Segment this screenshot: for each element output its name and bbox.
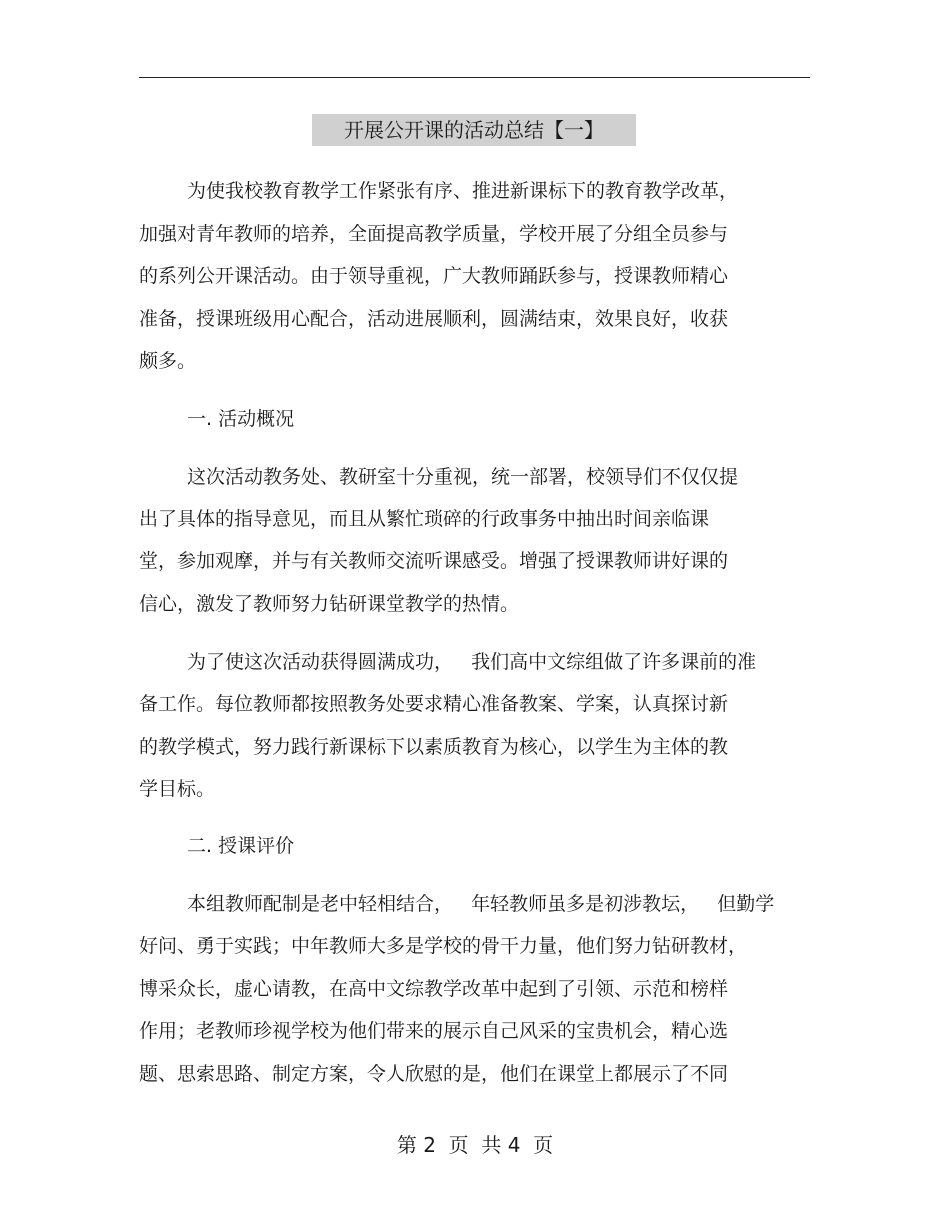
text-line: 博采众长，虚心请教，在高中文综教学改革中起到了引领、示范和榜样	[139, 978, 729, 1000]
text-line: 为了使这次活动获得圆满成功， 我们高中文综组做了许多课前的准	[187, 651, 757, 673]
text-line: 作用；老教师珍视学校为他们带来的展示自己风采的宝贵机会，精心选	[139, 1020, 729, 1042]
header-rule	[139, 77, 810, 78]
text-line: 颇多。	[139, 350, 197, 372]
text-line: 题、思索思路、制定方案，令人欣慰的是，他们在课堂上都展示了不同	[139, 1063, 729, 1085]
section-heading-overview: 一. 活动概况	[187, 408, 295, 430]
text-line: 备工作。每位教师都按照教务处要求精心准备教案、学案，认真探讨新	[139, 693, 729, 715]
text-line: 信心，激发了教师努力钻研课堂教学的热情。	[139, 593, 520, 615]
text-line: 的教学模式，努力践行新课标下以素质教育为核心，以学生为主体的教	[139, 736, 729, 758]
text-line: 这次活动教务处、教研室十分重视，统一部署，校领导们不仅仅提	[187, 466, 739, 488]
text-line: 出了具体的指导意见，而且从繁忙琐碎的行政事务中抽出时间亲临课	[139, 508, 710, 530]
text-line: 准备，授课班级用心配合，活动进展顺利，圆满结束，效果良好，收获	[139, 308, 729, 330]
text-line: 堂，参加观摩，并与有关教师交流听课感受。增强了授课教师讲好课的	[139, 550, 729, 572]
document-title: 开展公开课的活动总结【一】	[312, 114, 636, 146]
text-line: 学目标。	[139, 778, 216, 800]
text-line: 为使我校教育教学工作紧张有序、推进新课标下的教育教学改革，	[187, 180, 739, 202]
text-line: 本组教师配制是老中轻相结合， 年轻教师虽多是初涉教坛， 但勤学	[187, 893, 775, 915]
text-line: 加强对青年教师的培养，全面提高教学质量，学校开展了分组全员参与	[139, 223, 729, 245]
text-line: 的系列公开课活动。由于领导重视，广大教师踊跃参与，授课教师精心	[139, 265, 729, 287]
section-heading-evaluation: 二. 授课评价	[187, 835, 295, 857]
text-line: 好问、勇于实践；中年教师大多是学校的骨干力量，他们努力钻研教材，	[139, 935, 748, 957]
page-number-footer: 第 2 页 共 4 页	[396, 1133, 554, 1157]
